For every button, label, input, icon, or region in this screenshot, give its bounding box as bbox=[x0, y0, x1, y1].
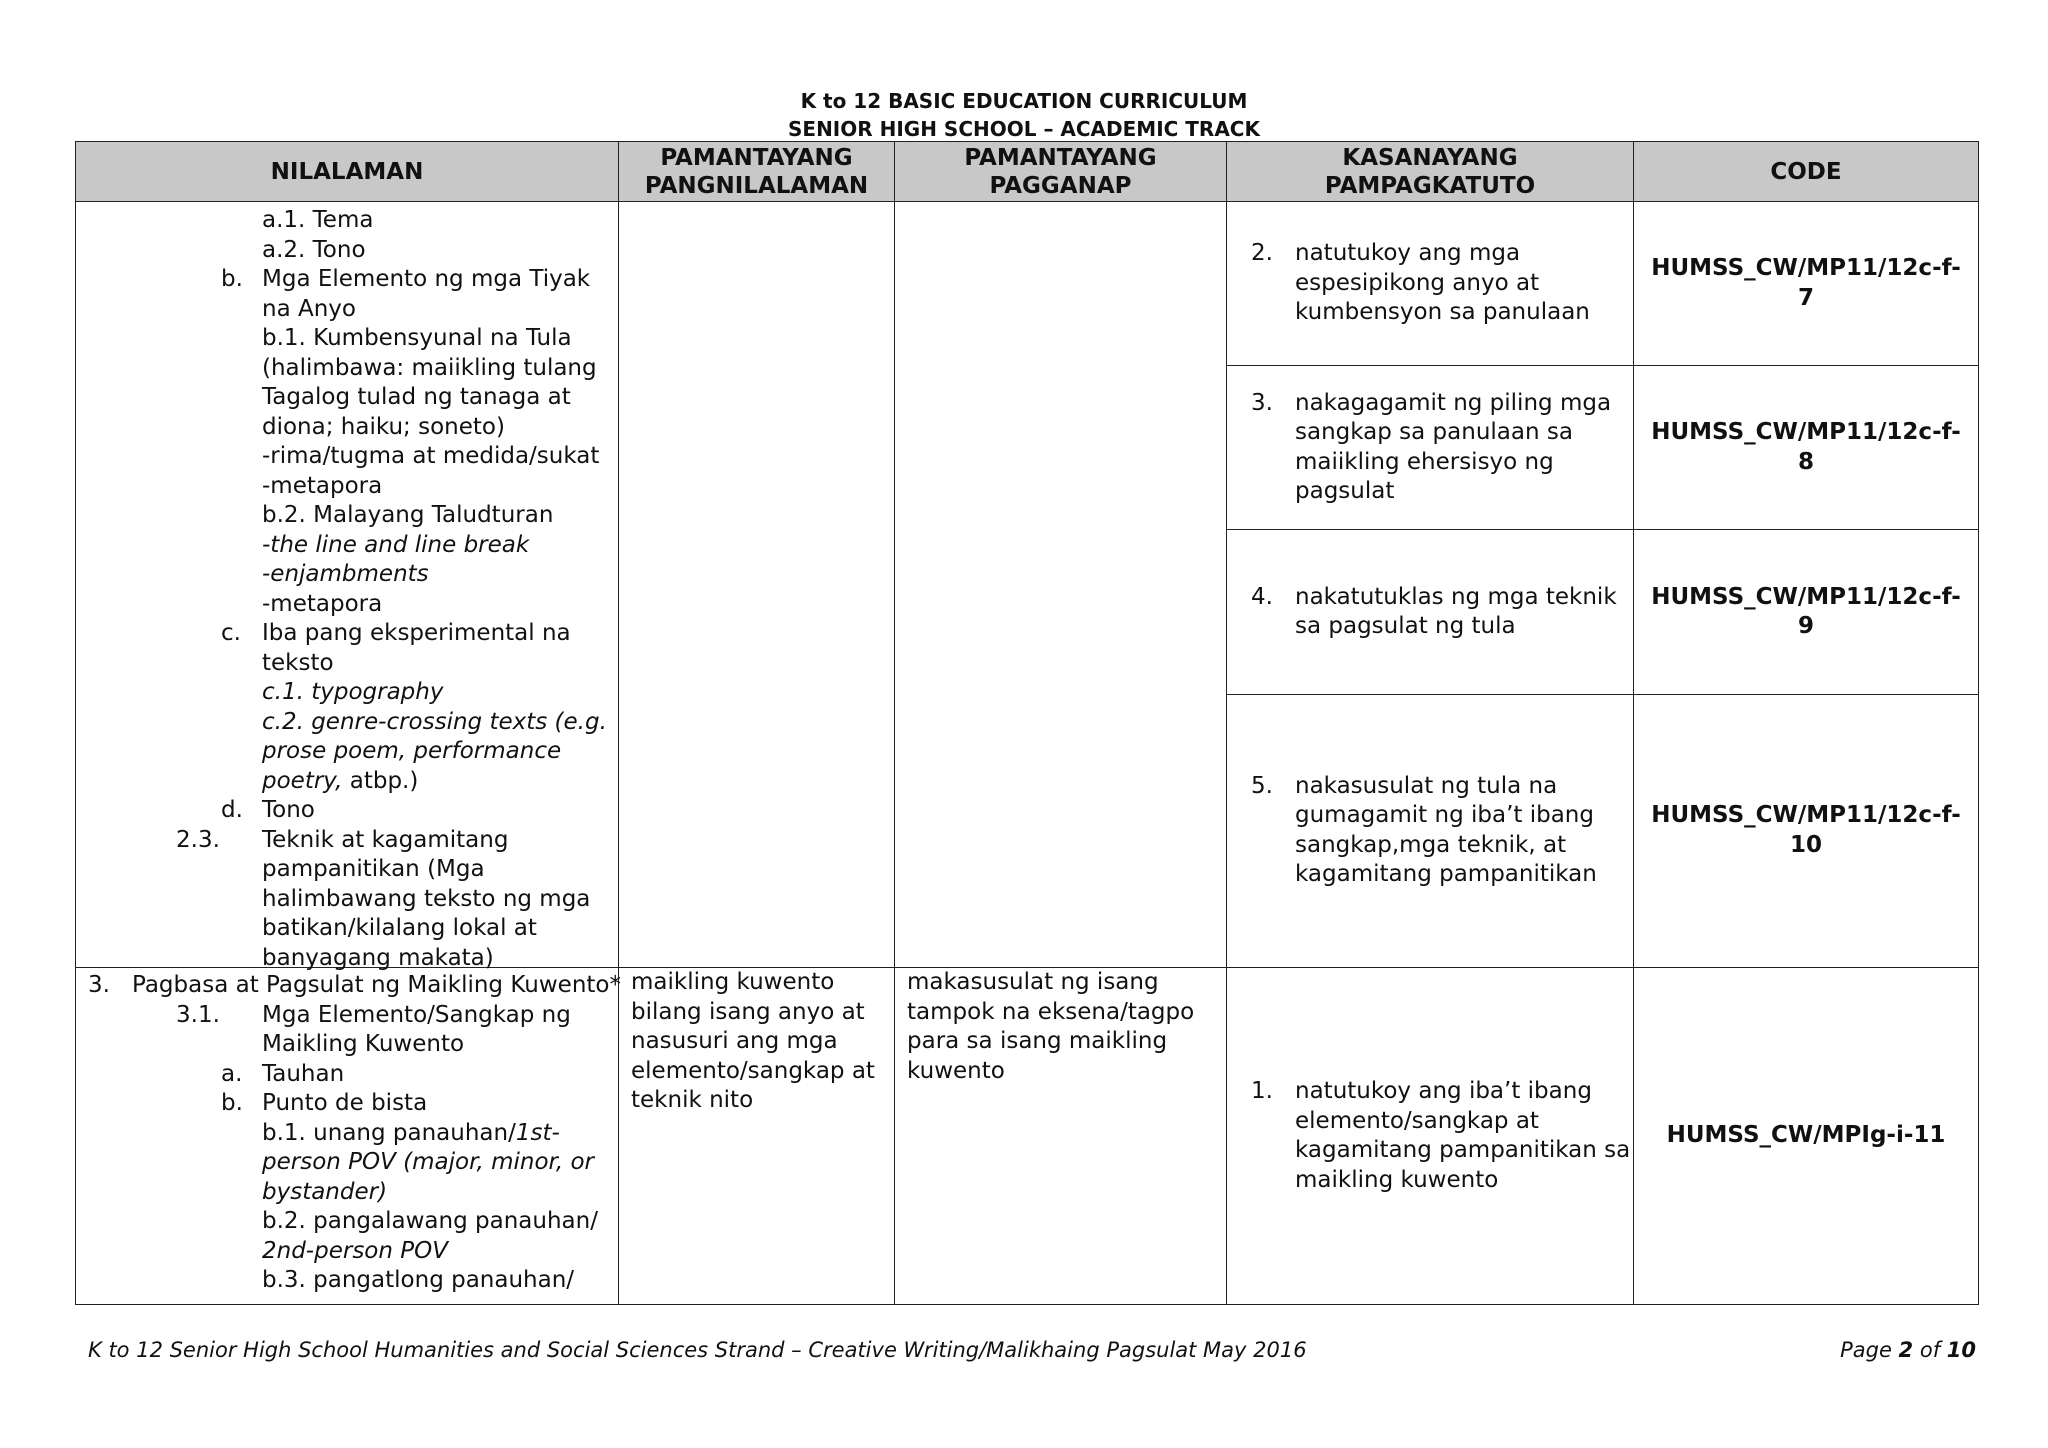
competency-line: kumbensyon sa panulaan bbox=[1295, 299, 1590, 326]
table-row bbox=[76, 202, 1979, 366]
kasanayan-cell bbox=[1227, 968, 1634, 1305]
performance-standard-line: kuwento bbox=[907, 1057, 1005, 1084]
list-number: b. bbox=[221, 266, 243, 292]
list-item: prose poem, performance bbox=[262, 738, 562, 764]
list-item bbox=[262, 1237, 448, 1267]
list-item-text: atbp.) bbox=[342, 767, 419, 794]
list-item: na Anyo bbox=[262, 295, 356, 322]
table-row bbox=[76, 968, 1979, 1305]
competency-text bbox=[1295, 239, 1621, 328]
document-title: K to 12 BASIC EDUCATION CURRICULUM bbox=[800, 89, 1248, 113]
list-number: 3.1. bbox=[176, 1001, 220, 1028]
content-standard-line: bilang isang anyo at bbox=[631, 998, 865, 1025]
competency-text bbox=[1295, 1077, 1630, 1195]
list-item: -metapora bbox=[262, 590, 383, 617]
code-cell bbox=[1634, 366, 1979, 530]
list-item: halimbawang teksto ng mga bbox=[262, 885, 591, 912]
header-kasanayang-pampagkatuto: KASANAYANG PAMPAGKATUTO bbox=[1227, 142, 1634, 202]
list-item-text: Punto de bista bbox=[262, 1090, 428, 1116]
list-item: -enjambments bbox=[262, 561, 429, 587]
list-item bbox=[262, 1148, 594, 1178]
list-item bbox=[262, 767, 418, 797]
competency-number: 4. bbox=[1251, 583, 1273, 610]
competency-code: 8 bbox=[1797, 448, 1814, 475]
list-number: c. bbox=[221, 620, 241, 646]
competency-line: pagsulat bbox=[1295, 478, 1395, 505]
list-item-text: person POV (major, minor, or bbox=[262, 1149, 595, 1175]
competency-line: sa pagsulat ng tula bbox=[1295, 613, 1516, 639]
competency-code: HUMSS_CW/MP11/12c-f- bbox=[1651, 419, 1961, 446]
list-item: Mga Elemento ng mga Tiyak bbox=[262, 266, 591, 292]
header-pamantayang-pagganap: PAMANTAYANG PAGGANAP bbox=[895, 142, 1227, 202]
header-code: CODE bbox=[1634, 142, 1979, 202]
competency-code: HUMSS_CW/MP11/12c-f- bbox=[1651, 255, 1961, 282]
content-standard-line: maikling kuwento bbox=[631, 969, 835, 995]
competency-line: maiikling ehersisyo ng bbox=[1295, 448, 1554, 475]
list-item-text: Tauhan bbox=[262, 1060, 345, 1087]
list-item: banyagang makata) bbox=[262, 944, 494, 971]
nilalaman-list bbox=[76, 968, 621, 1304]
list-item: teksto bbox=[262, 649, 334, 676]
code-cell bbox=[1634, 530, 1979, 694]
competency-line: elemento/sangkap at bbox=[1295, 1107, 1539, 1134]
list-item-text: Mga Elemento/Sangkap ng bbox=[262, 1001, 571, 1028]
competency-line: sangkap,mga teknik, at bbox=[1295, 831, 1567, 858]
competency-code: 10 bbox=[1789, 831, 1822, 858]
list-item bbox=[262, 1119, 560, 1149]
kasanayan-cell bbox=[1227, 530, 1634, 694]
pagganap-cell bbox=[895, 202, 1227, 968]
list-item: b.1. Kumbensyunal na Tula bbox=[262, 325, 572, 351]
list-item bbox=[132, 971, 621, 1001]
content-standard-line: teknik nito bbox=[631, 1087, 754, 1113]
list-item: diona; haiku; soneto) bbox=[262, 413, 505, 440]
competency-line: espesipikong anyo at bbox=[1295, 269, 1540, 296]
list-item: pampanitikan (Mga bbox=[262, 856, 485, 882]
competency-line: nakagagamit ng piling mga bbox=[1295, 389, 1612, 416]
list-item: c.1. typography bbox=[262, 679, 444, 705]
pagganap-cell bbox=[895, 968, 1227, 1305]
list-item bbox=[262, 1089, 427, 1119]
list-item: c.2. genre-crossing texts (e.g. bbox=[262, 708, 607, 735]
pangnilalaman-cell bbox=[619, 968, 895, 1305]
competency-number: 2. bbox=[1251, 240, 1273, 267]
list-item-text: Maikling Kuwento bbox=[262, 1031, 465, 1057]
competency-code: HUMSS_CW/MP11/12c-f- bbox=[1651, 583, 1961, 610]
table-header-row bbox=[76, 142, 1979, 202]
list-item: a.2. Tono bbox=[262, 236, 366, 263]
page-number: Page 2 of 10 bbox=[1840, 1338, 1976, 1362]
list-item-text: Pagbasa at Pagsulat ng Maikling Kuwento* bbox=[132, 972, 621, 998]
competency-text bbox=[1295, 583, 1621, 642]
nilalaman-list bbox=[76, 202, 618, 971]
list-item-italic: poetry, bbox=[262, 767, 343, 794]
competency-code: HUMSS_CW/MP11/12c-f- bbox=[1651, 802, 1961, 829]
list-item: (halimbawa: maiikling tulang bbox=[262, 354, 597, 381]
list-item-text: bystander) bbox=[262, 1178, 388, 1205]
competency-item bbox=[1227, 1077, 1633, 1195]
competency-item bbox=[1227, 772, 1633, 890]
code-cell bbox=[1634, 202, 1979, 366]
header-nilalaman: NILALAMAN bbox=[76, 142, 619, 202]
competency-number: 1. bbox=[1251, 1078, 1273, 1104]
list-item bbox=[262, 1178, 387, 1208]
list-item bbox=[262, 1207, 598, 1237]
competency-item bbox=[1227, 583, 1633, 642]
competency-line: gumagamit ng iba’t ibang bbox=[1295, 802, 1594, 829]
competency-number: 5. bbox=[1251, 772, 1273, 799]
performance-standard-line: makasusulat ng isang bbox=[907, 969, 1159, 995]
competency-line: sangkap sa panulaan sa bbox=[1295, 419, 1573, 446]
competency-line: kagamitang pampanitikan sa bbox=[1295, 1137, 1631, 1163]
list-item-text: b.1. unang panauhan/ bbox=[262, 1119, 516, 1146]
list-item: -rima/tugma at medida/sukat bbox=[262, 443, 600, 469]
list-item: Teknik at kagamitang bbox=[262, 826, 509, 853]
performance-standard-line: para sa isang maikling bbox=[907, 1028, 1168, 1054]
list-item bbox=[262, 1060, 344, 1090]
list-item bbox=[262, 1266, 574, 1296]
competency-line: maikling kuwento bbox=[1295, 1166, 1499, 1193]
list-number: b. bbox=[221, 1090, 243, 1116]
list-item bbox=[262, 1001, 571, 1031]
competency-item bbox=[1227, 239, 1633, 328]
kasanayan-cell bbox=[1227, 694, 1634, 967]
list-item: Iba pang eksperimental na bbox=[262, 620, 571, 646]
list-item: batikan/kilalang lokal at bbox=[262, 915, 537, 941]
competency-code: 7 bbox=[1797, 284, 1814, 311]
competency-code: 9 bbox=[1797, 613, 1814, 639]
list-item: b.2. Malayang Taludturan bbox=[262, 502, 554, 528]
performance-standard-line: tampok na eksena/tagpo bbox=[907, 998, 1195, 1025]
content-standard-line: nasusuri ang mga bbox=[631, 1028, 838, 1054]
footer-title: K to 12 Senior High School Humanities and Social Sciences Strand – Creative Writing/Malikhaing Pagsulat May 2016 bbox=[88, 1338, 1307, 1362]
header-pamantayang-pangnilalaman: PAMANTAYANG PANGNILALAMAN bbox=[619, 142, 895, 202]
list-item: -the line and line break bbox=[262, 531, 530, 558]
competency-line: nakatutuklas ng mga teknik bbox=[1295, 583, 1617, 610]
list-item-text: 2nd-person POV bbox=[262, 1237, 448, 1264]
competency-number: 3. bbox=[1251, 389, 1273, 416]
list-item-text: b.3. pangatlong panauhan/ bbox=[262, 1267, 575, 1293]
list-number: d. bbox=[221, 797, 243, 823]
competency-line: kagamitang pampanitikan bbox=[1295, 861, 1597, 888]
kasanayan-cell bbox=[1227, 366, 1634, 530]
kasanayan-cell bbox=[1227, 202, 1634, 366]
competency-line: natutukoy ang mga bbox=[1295, 240, 1521, 267]
competency-text bbox=[1295, 772, 1621, 890]
code-cell bbox=[1634, 968, 1979, 1305]
nilalaman-cell bbox=[76, 968, 619, 1305]
list-item-text: b.2. pangalawang panauhan/ bbox=[262, 1208, 598, 1234]
list-item-italic: 1st- bbox=[515, 1119, 560, 1146]
competency-code: HUMSS_CW/MPIg-i-11 bbox=[1666, 1122, 1946, 1149]
pangnilalaman-cell bbox=[619, 202, 895, 968]
nilalaman-cell bbox=[76, 202, 619, 971]
code-cell bbox=[1634, 694, 1979, 967]
content-standard-line: elemento/sangkap at bbox=[631, 1057, 875, 1084]
document-subtitle: SENIOR HIGH SCHOOL – ACADEMIC TRACK bbox=[788, 117, 1260, 141]
curriculum-table bbox=[75, 141, 1979, 1305]
competency-text bbox=[1295, 389, 1621, 507]
competency-line: nakasusulat ng tula na bbox=[1295, 772, 1558, 799]
competency-line: natutukoy ang iba’t ibang bbox=[1295, 1078, 1592, 1104]
list-item bbox=[262, 1030, 464, 1060]
list-item: Tagalog tulad ng tanaga at bbox=[262, 384, 571, 410]
list-item: a.1. Tema bbox=[262, 207, 374, 233]
list-number: 3. bbox=[88, 972, 110, 998]
list-number: 2.3. bbox=[176, 826, 220, 853]
list-item: Tono bbox=[262, 797, 315, 823]
list-item: -metapora bbox=[262, 472, 383, 499]
competency-item bbox=[1227, 389, 1633, 507]
list-number: a. bbox=[221, 1060, 243, 1087]
